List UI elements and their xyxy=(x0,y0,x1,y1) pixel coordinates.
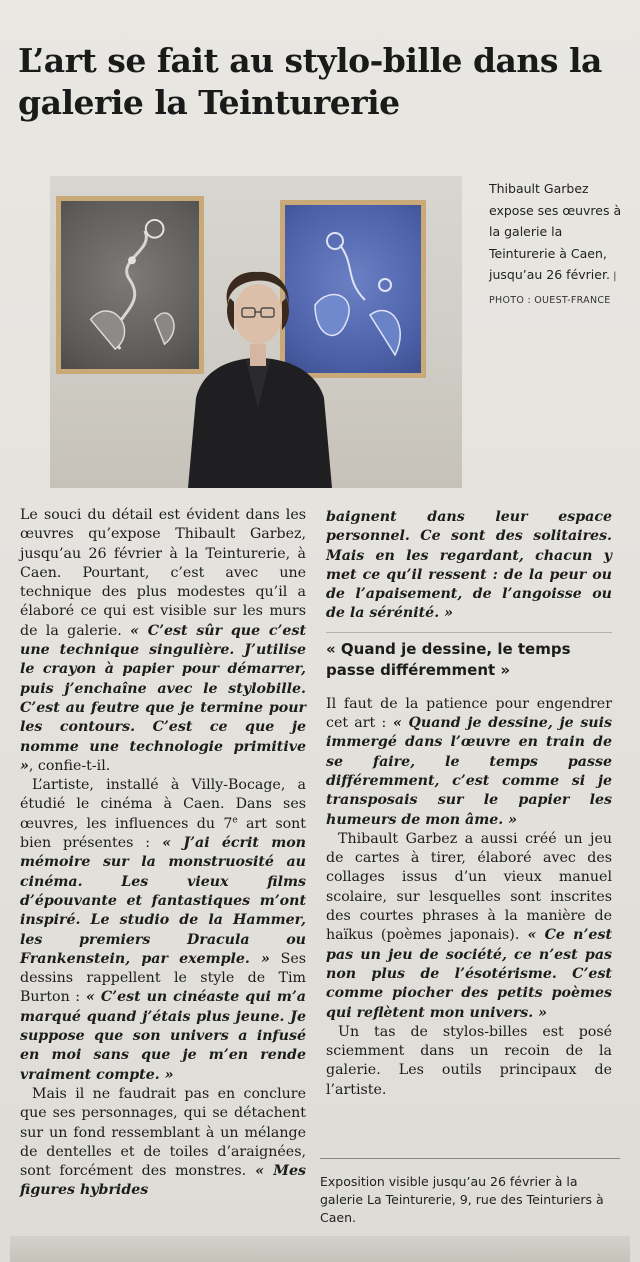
article-photo xyxy=(50,176,462,488)
text: Mais il ne faudrait pas en conclure que ses personnages, qui se détachent sur un fond ressemblant à un mélange de dentelles et de toiles d’araignées, sont forcément des monstres. xyxy=(20,1085,306,1180)
superscript: e xyxy=(232,815,238,826)
paragraph xyxy=(326,508,612,624)
quote: baignent dans leur espace personnel. Ce sont des solitaires. Mais en les regardant, chacun y met ce qu’il ressent : de la peur ou de l’apaisement, de l’angoisse ou de la sérénité. » xyxy=(326,509,612,622)
text: Il faut de la patience pour engendrer cet art : xyxy=(326,695,612,732)
page-bottom-shadow xyxy=(10,1236,630,1262)
quote: « J’ai écrit mon mémoire sur la monstruosité au cinéma. Les vieux films d’épouvante et fantastiques m’ont inspiré. Le studio de la Hammer, les premiers Dracula ou Frankenstein, par exemple. » xyxy=(20,835,307,967)
paragraph xyxy=(326,695,612,830)
quote: « C’est sûr que c’est une technique singulière. J’utilise le crayon à papier pour démarrer, puis j’enchaîne avec le stylobille. C’est au feutre que je termine pour les contours. C’est ce que je nomme une technologie primitive » xyxy=(20,622,307,774)
quote: « Mes figures hybrides xyxy=(20,1163,306,1199)
text: L’artiste, installé à Villy-Bocage, a étudié le cinéma à Caen. Dans ses œuvres, les influences du 7 xyxy=(20,777,306,832)
text: Un tas de stylos-billes est posé sciemment dans un recoin de la galerie. Les outils principaux de l’artiste. xyxy=(326,1023,612,1098)
text: Thibault Garbez a aussi créé un jeu de cartes à tirer, élaboré avec des collages issus d’un vieux manuel scolaire, sur lesquelles sont inscrites des courtes phrases à la manière de haïkus (poèmes japonais). xyxy=(326,830,612,944)
text: , confie-t-il. xyxy=(28,757,111,774)
article-column-2 xyxy=(326,508,612,1100)
article-headline: L’art se fait au stylo-bille dans la galerie la Teinturerie xyxy=(18,41,602,122)
text: Le souci du détail est évident dans les œuvres qu’expose Thibault Garbez, jusqu’au 26 février à la Teinturerie, à Caen. Pourtant, c’est avec une technique des plus modestes qu’il a élaboré ce qui est visible sur les murs de la galerie. xyxy=(20,507,306,639)
text: Ses dessins rappellent le style de Tim Burton : xyxy=(20,950,307,1006)
paragraph xyxy=(20,1085,306,1201)
quote: « C’est un cinéaste qui m’a marqué quand j’étais plus jeune. Je suppose que son univers a infusé en moi sans que je m’en rende vraiment compte. » xyxy=(20,989,306,1083)
article-column-1 xyxy=(20,506,306,1201)
paragraph xyxy=(326,1023,612,1100)
paragraph xyxy=(326,830,612,1023)
paragraph xyxy=(20,506,306,776)
quote: « Ce n’est pas un jeu de société, ce n’est pas non plus de l’ésotérisme. C’est comme piocher des petits poèmes qui reflètent mon univers. » xyxy=(326,927,612,1021)
exhibition-info-box: Exposition visible jusqu’au 26 février à la galerie La Teinturerie, 9, rue des Teinturiers à Caen. xyxy=(320,1158,620,1227)
artist-portrait xyxy=(178,258,338,488)
photo-credit: | PHOTO : OUEST-FRANCE xyxy=(489,271,617,306)
photo-caption xyxy=(489,178,629,311)
caption-text: Thibault Garbez expose ses œuvres à la galerie la Teinturerie à Caen, jusqu’au 26 février. xyxy=(489,181,622,282)
quote: « Quand je dessine, je suis immergé dans l’œuvre en train de se faire, le temps passe différemment, c’est comme si je transposais sur le papier les humeurs de mon âme. » xyxy=(326,715,612,828)
article-subhead: « Quand je dessine, le temps passe différemment » xyxy=(326,632,612,681)
text: art sont bien présentes : xyxy=(20,815,306,852)
paragraph xyxy=(20,776,306,1085)
